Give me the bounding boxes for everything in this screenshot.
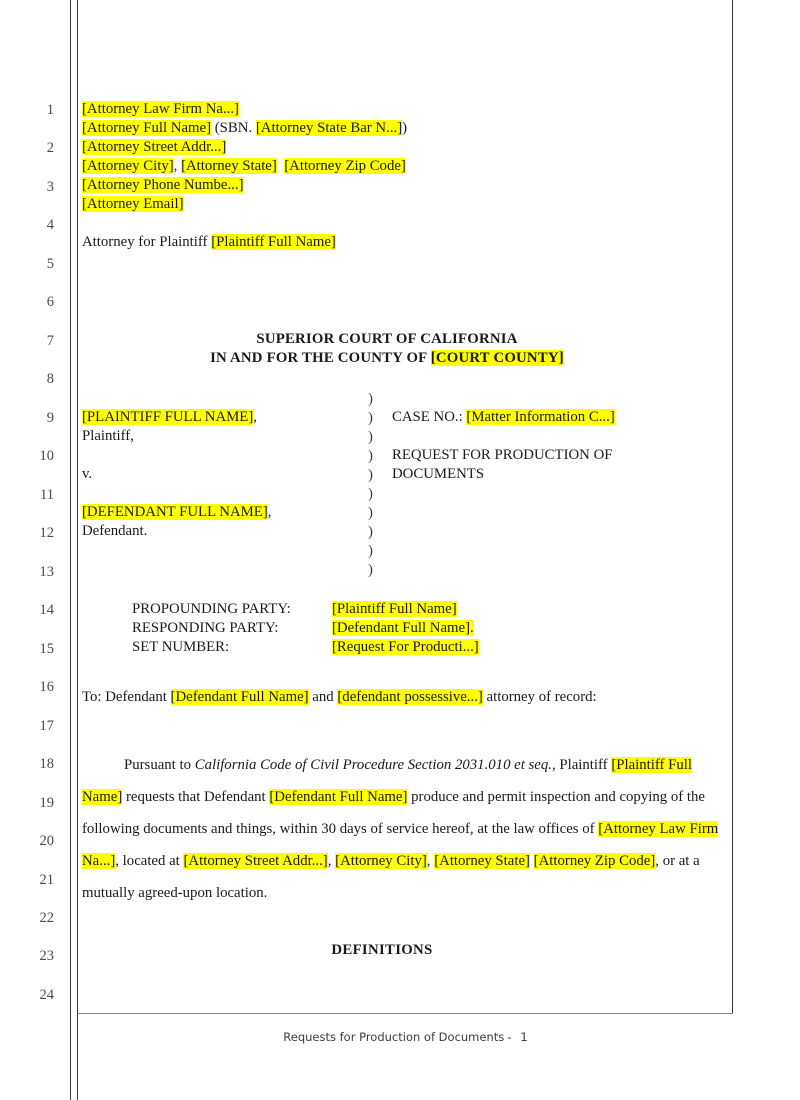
- attorney-street-address-line: [82, 139, 226, 156]
- after-statute-text: , Plaintiff: [551, 757, 612, 773]
- caption-paren: ): [368, 505, 373, 521]
- body-zip-code: [Attorney Zip Code]: [533, 853, 656, 869]
- attorney-name-line: [82, 120, 407, 137]
- line-number: 10: [39, 448, 54, 464]
- defendant-role: Defendant.: [82, 523, 148, 539]
- attorney-phone: [Attorney Phone Numbe...]: [82, 177, 244, 193]
- body-state: [Attorney State]: [434, 853, 530, 869]
- line-number: 16: [39, 679, 54, 695]
- representation-label: Attorney for Plaintiff: [82, 234, 212, 250]
- pleading-rule-left-inner: [77, 0, 78, 1100]
- attorney-email-line: [82, 196, 184, 213]
- attorney-law-firm-line: [82, 101, 239, 118]
- pleading-rule-right: [732, 0, 733, 1013]
- line-number: 18: [39, 756, 54, 772]
- body-mid-text-1: requests that Defendant: [122, 789, 270, 805]
- addressee-possessive: [defendant possessive...]: [337, 689, 483, 705]
- versus-label: v.: [82, 466, 93, 482]
- propounding-party-label: PROPOUNDING PARTY:: [132, 601, 291, 617]
- court-county: [COURT COUNTY]: [430, 350, 564, 366]
- responding-party-label: RESPONDING PARTY:: [132, 620, 279, 636]
- attorney-state: [Attorney State]: [181, 158, 277, 174]
- footer-page-number: 1: [520, 1030, 528, 1044]
- line-number: 14: [39, 602, 54, 618]
- addressee-defendant: [Defendant Full Name]: [170, 689, 309, 705]
- plaintiff-full-name: [PLAINTIFF FULL NAME]: [82, 409, 254, 425]
- line-number: 4: [46, 217, 54, 233]
- body-mid-text-3: , located at: [115, 853, 184, 869]
- caption-paren: ): [368, 391, 373, 407]
- footer-divider-rule: [78, 1013, 733, 1014]
- case-number-label: CASE NO.:: [392, 409, 467, 425]
- plaintiff-role: Plaintiff,: [82, 428, 134, 444]
- line-number: 6: [46, 294, 54, 310]
- caption-paren: ): [368, 486, 373, 502]
- body-plaintiff-name: [Plaintiff Full Name]: [82, 757, 693, 805]
- attorney-city-state-zip-line: [82, 158, 406, 175]
- line-number: 9: [46, 410, 54, 426]
- defendant-name-suffix: ,: [267, 504, 272, 520]
- set-number-value: [332, 639, 479, 656]
- line-number: 23: [39, 948, 54, 964]
- defendant-caption-line: [82, 504, 271, 521]
- caption-paren: ): [368, 524, 373, 540]
- line-number: 21: [39, 872, 54, 888]
- court-heading-line-2: [82, 350, 692, 367]
- addressee-line: [82, 689, 597, 706]
- caption-paren: ): [368, 429, 373, 445]
- responding-party-value: [332, 620, 474, 637]
- attorney-email: [Attorney Email]: [82, 196, 184, 212]
- pursuant-to-text: Pursuant to: [124, 757, 195, 773]
- attorney-law-firm: [Attorney Law Firm Na...]: [82, 101, 239, 117]
- caption-paren: ): [368, 562, 373, 578]
- line-number: 8: [46, 371, 54, 387]
- line-number: 12: [39, 525, 54, 541]
- line-number: 19: [39, 795, 54, 811]
- responding-party-value-text: [Defendant Full Name].: [332, 620, 474, 636]
- attorney-state-bar-number: [Attorney State Bar N...]: [255, 120, 403, 136]
- city-state-separator: ,: [173, 158, 182, 174]
- request-body-paragraph: [82, 749, 727, 909]
- pleading-rule-left-outer: [70, 0, 71, 1100]
- line-number: 17: [39, 718, 54, 734]
- line-number: 3: [46, 179, 54, 195]
- court-heading-line-1: SUPERIOR COURT OF CALIFORNIA: [256, 331, 518, 347]
- caption-paren: ): [368, 467, 373, 483]
- attorney-full-name: [Attorney Full Name]: [82, 120, 212, 136]
- case-number-line: [392, 409, 615, 426]
- line-number: 22: [39, 910, 54, 926]
- definitions-heading: DEFINITIONS: [331, 942, 433, 958]
- line-number: 15: [39, 641, 54, 657]
- attorney-street-address: [Attorney Street Addr...]: [82, 139, 227, 155]
- line-number: 20: [39, 833, 54, 849]
- document-title-line-2: DOCUMENTS: [392, 466, 485, 482]
- line-number: 1: [46, 102, 54, 118]
- court-heading-prefix: IN AND FOR THE COUNTY OF: [210, 350, 431, 366]
- line-number: 2: [46, 140, 54, 156]
- plaintiff-caption-line: [82, 409, 257, 426]
- page-footer: [78, 1030, 733, 1044]
- line-number: 13: [39, 564, 54, 580]
- sbn-prefix: (SBN.: [211, 120, 256, 136]
- attorney-phone-line: [82, 177, 244, 194]
- set-number-label: SET NUMBER:: [132, 639, 230, 655]
- document-body: [82, 0, 730, 1013]
- footer-separator: -: [507, 1030, 512, 1044]
- attorney-representation-line: [82, 234, 336, 251]
- represented-party: [Plaintiff Full Name]: [211, 234, 336, 250]
- addressee-conjunction: and: [308, 689, 338, 705]
- line-number: 24: [39, 987, 54, 1003]
- body-mid-text-4: ,: [327, 853, 336, 869]
- line-number: 11: [40, 487, 54, 503]
- statute-citation: California Code of Civil Procedure Section 2031.010 et seq.: [194, 757, 552, 773]
- body-law-firm: [Attorney Law Firm Na...]: [82, 821, 719, 869]
- line-number-gutter: [0, 0, 66, 1013]
- body-defendant-name: [Defendant Full Name]: [269, 789, 408, 805]
- body-mid-text-2: produce and permit inspection and copying of the following documents and things, within 30 days of service hereof, at the law offices of: [82, 789, 705, 837]
- set-number-value-text: [Request For Producti...]: [332, 639, 479, 655]
- body-city: [Attorney City]: [335, 853, 427, 869]
- caption-paren: ): [368, 448, 373, 464]
- plaintiff-name-suffix: ,: [253, 409, 257, 425]
- body-mid-text-5: ,: [426, 853, 435, 869]
- line-number: 5: [46, 256, 54, 272]
- caption-paren: ): [368, 410, 373, 426]
- body-tail-text: , or at a mutually agreed-upon location.: [82, 853, 700, 901]
- document-title-line-1: REQUEST FOR PRODUCTION OF: [392, 447, 613, 463]
- caption-paren: ): [368, 543, 373, 559]
- defendant-full-name: [DEFENDANT FULL NAME]: [82, 504, 268, 520]
- line-number: 7: [46, 333, 54, 349]
- body-street-address: [Attorney Street Addr...]: [183, 853, 328, 869]
- attorney-city: [Attorney City]: [82, 158, 174, 174]
- footer-title: Requests for Production of Documents: [283, 1030, 505, 1044]
- sbn-suffix: ): [402, 120, 408, 136]
- propounding-party-value: [332, 601, 457, 618]
- case-number-value: [Matter Information C...]: [466, 409, 615, 425]
- propounding-party-value-text: [Plaintiff Full Name]: [332, 601, 457, 617]
- addressee-prefix: To: Defendant: [82, 689, 171, 705]
- addressee-suffix: attorney of record:: [482, 689, 597, 705]
- attorney-zip-code: [Attorney Zip Code]: [284, 158, 406, 174]
